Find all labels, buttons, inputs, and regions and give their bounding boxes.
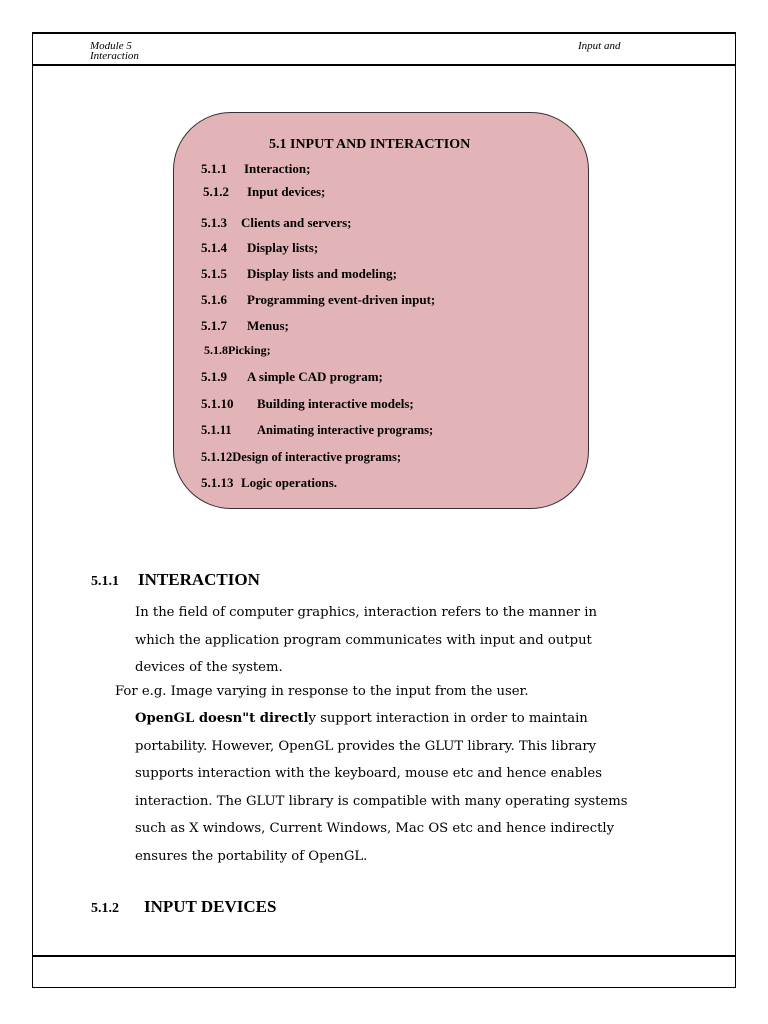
toc-item [201, 215, 352, 231]
paragraph [135, 599, 597, 682]
text-line: which the application program communicates with input and output [135, 632, 592, 648]
bold-text: OpenGL doesn"t directl [135, 711, 309, 726]
toc-item-number: 5.1.8 [204, 343, 228, 357]
footer-rule [32, 955, 736, 957]
toc-item [201, 369, 383, 385]
toc-title: 5.1 INPUT AND INTERACTION [269, 137, 471, 152]
toc-item-label: Interaction; [244, 161, 311, 176]
toc-item [201, 240, 318, 256]
toc-item-number: 5.1.11 [201, 423, 232, 437]
toc-item-label: Picking; [228, 343, 271, 357]
header-rule [32, 64, 736, 66]
toc-item [201, 396, 414, 412]
toc-item [201, 450, 401, 465]
text-line: supports interaction with the keyboard, mouse etc and hence enables [135, 766, 602, 781]
toc-item [203, 184, 325, 200]
toc-item [201, 266, 397, 282]
toc-item-label: Display lists; [247, 240, 319, 255]
toc-item [204, 343, 271, 358]
text-line: interaction. The GLUT library is compatible with many operating systems [135, 793, 628, 809]
header-module: Module 5 [90, 40, 132, 52]
section-heading [91, 897, 276, 917]
toc-item [201, 161, 310, 177]
paragraph [115, 678, 529, 706]
section-number: 5.1.1 [91, 574, 119, 589]
toc-item-number: 5.1.2 [203, 184, 229, 199]
text-line: In the field of computer graphics, interaction refers to the manner in [135, 605, 597, 620]
toc-item-label: Display lists and modeling; [247, 266, 397, 281]
toc-item-number: 5.1.3 [201, 215, 227, 230]
toc-item [201, 475, 337, 491]
toc-item-number: 5.1.9 [201, 369, 227, 384]
text-line: ensures the portability of OpenGL. [135, 848, 368, 864]
running-header-left [90, 41, 139, 61]
paragraph [135, 705, 627, 870]
text-line: portability. However, OpenGL provides the GLUT library. This library [135, 738, 597, 754]
toc-item-label: Input devices; [247, 184, 326, 199]
toc-item-number: 5.1.5 [201, 266, 227, 281]
toc-item-label: Logic operations. [241, 475, 338, 490]
text-line: such as X windows, Current Windows, Mac OS etc and hence indirectly [135, 821, 615, 836]
toc-item-label: Building interactive models; [257, 396, 414, 411]
toc-item-number: 5.1.10 [201, 396, 234, 411]
text-line [135, 705, 627, 733]
toc-item-label: A simple CAD program; [247, 369, 383, 384]
toc-item-number: 5.1.6 [201, 292, 227, 307]
toc-item-label: Design of interactive programs; [232, 450, 402, 464]
toc-item-number: 5.1.7 [201, 318, 227, 333]
toc-item-label: Programming event-driven input; [247, 292, 436, 307]
toc-item [201, 292, 435, 308]
text-line: devices of the system. [135, 660, 283, 675]
text-line: For e.g. Image varying in response to the input from the user. [115, 684, 529, 699]
section-heading [91, 570, 260, 590]
toc-item-number: 5.1.13 [201, 475, 234, 490]
toc-item-label: Animating interactive programs; [257, 423, 434, 437]
toc-item-number: 5.1.1 [201, 161, 227, 176]
section-number: 5.1.2 [91, 901, 119, 916]
section-title: INPUT DEVICES [144, 897, 277, 916]
toc-item-label: Menus; [247, 318, 289, 333]
toc-item [201, 423, 433, 438]
running-header-right: Input and [578, 40, 621, 52]
section-title: INTERACTION [138, 570, 260, 589]
toc-item-number: 5.1.12 [201, 450, 233, 464]
toc-item-number: 5.1.4 [201, 240, 227, 255]
header-chapter: Interaction [90, 50, 139, 62]
toc-item [201, 318, 289, 334]
toc-item-label: Clients and servers; [241, 215, 352, 230]
text-run: y support interaction in order to maintain [308, 711, 588, 726]
